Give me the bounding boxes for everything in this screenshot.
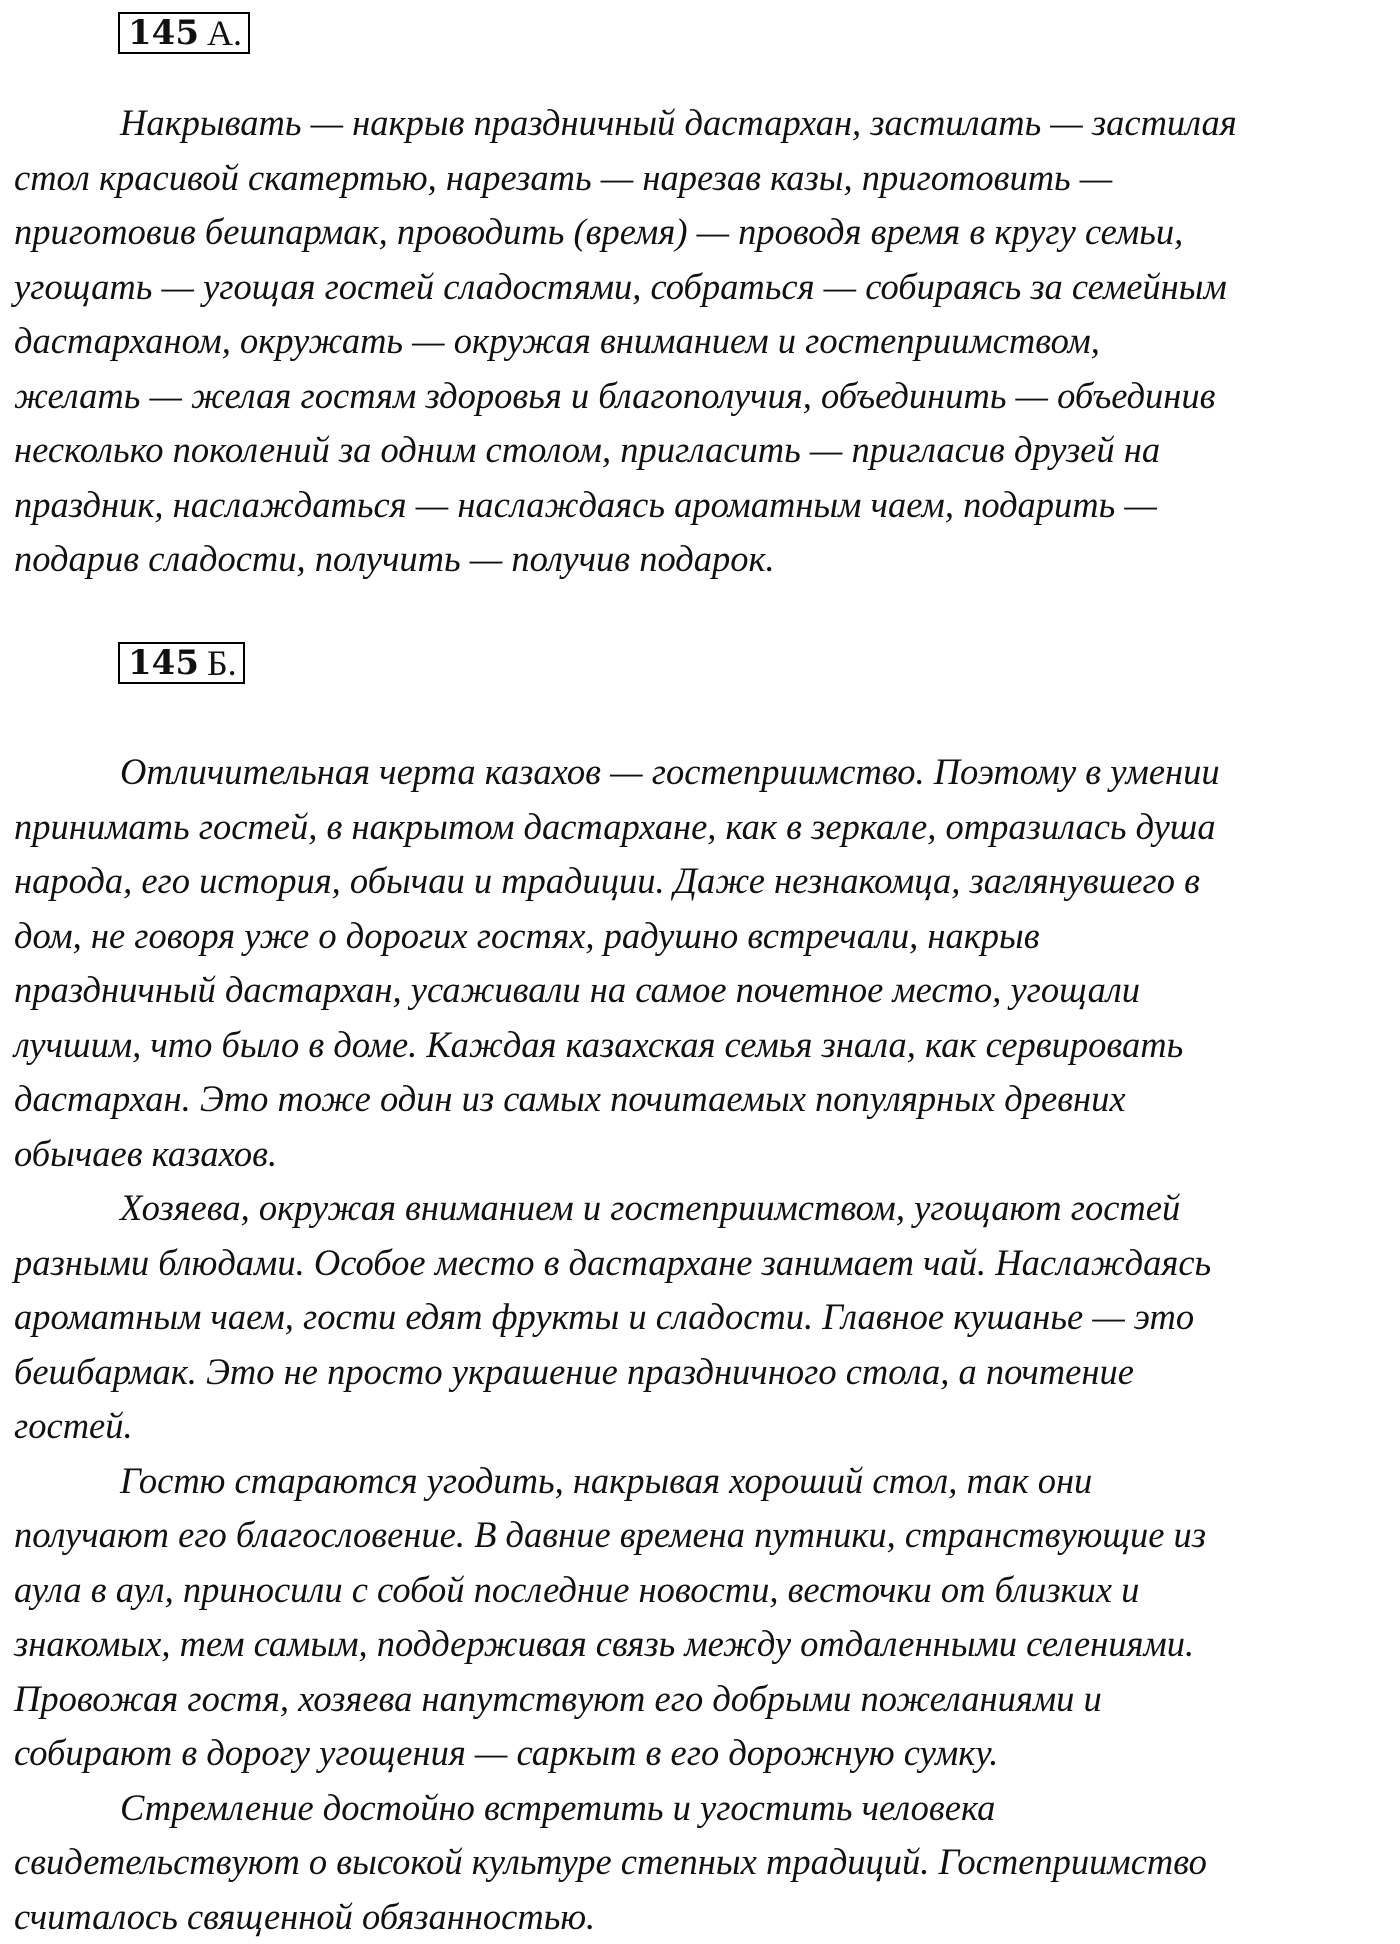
paragraph <box>14 1454 1386 1781</box>
text-line: Накрывать — накрыв праздничный дастархан, застилать — застилая <box>14 96 1386 151</box>
text-line: желать — желая гостям здоровья и благополучия, объединить — объединив <box>14 369 1386 424</box>
text-line: Гостю стараются угодить, накрывая хороший стол, так они <box>14 1454 1386 1509</box>
text-line: свидетельствуют о высокой культуре степных традиций. Гостеприимство <box>14 1835 1386 1890</box>
text-line: подарив сладости, получить — получив подарок. <box>14 532 1386 587</box>
paragraph <box>14 745 1386 1181</box>
text-line: принимать гостей, в накрытом дастархане, как в зеркале, отразилась душа <box>14 800 1386 855</box>
text-line: аула в аул, приносили с собой последние новости, весточки от близких и <box>14 1563 1386 1618</box>
exercise-number-box <box>118 642 245 684</box>
text-line: праздничный дастархан, усаживали на самое почетное место, угощали <box>14 963 1386 1018</box>
text-line: знакомых, тем самым, поддерживая связь между отдаленными селениями. <box>14 1617 1386 1672</box>
exercise-number: 145 <box>128 646 199 680</box>
text-line: праздник, наслаждаться — наслаждаясь ароматным чаем, подарить — <box>14 478 1386 533</box>
text-line: бешбармак. Это не просто украшение праздничного стола, а почтение <box>14 1345 1386 1400</box>
text-line: дом, не говоря уже о дорогих гостях, радушно встречали, накрыв <box>14 909 1386 964</box>
exercise-letter: А. <box>207 15 242 51</box>
paragraph <box>14 96 1386 587</box>
text-line: собирают в дорогу угощения — саркыт в его дорожную сумку. <box>14 1726 1386 1781</box>
paragraph <box>14 1181 1386 1454</box>
text-line: ароматным чаем, гости едят фрукты и сладости. Главное кушанье — это <box>14 1290 1386 1345</box>
text-line: разными блюдами. Особое место в дастархане занимает чай. Наслаждаясь <box>14 1236 1386 1291</box>
exercise-number: 145 <box>128 16 199 50</box>
exercise-label-145b <box>118 640 245 686</box>
text-line: Провожая гостя, хозяева напутствуют его добрыми пожеланиями и <box>14 1672 1386 1727</box>
text-line: обычаев казахов. <box>14 1127 1386 1182</box>
exercise-number-box <box>118 12 250 54</box>
text-line: приготовив бешпармак, проводить (время) — проводя время в кругу семьи, <box>14 205 1386 260</box>
text-line: угощать — угощая гостей сладостями, собраться — собираясь за семейным <box>14 260 1386 315</box>
paragraph <box>14 1781 1386 1944</box>
text-line: считалось священной обязанностью. <box>14 1890 1386 1944</box>
exercise-b-text <box>14 745 1386 1944</box>
text-line: Хозяева, окружая вниманием и гостеприимством, угощают гостей <box>14 1181 1386 1236</box>
text-line: лучшим, что было в доме. Каждая казахская семья знала, как сервировать <box>14 1018 1386 1073</box>
exercise-label-145a <box>118 10 250 56</box>
text-line: гостей. <box>14 1399 1386 1454</box>
text-line: дастархан. Это тоже один из самых почитаемых популярных древних <box>14 1072 1386 1127</box>
text-line: получают его благословение. В давние времена путники, странствующие из <box>14 1508 1386 1563</box>
exercise-letter: Б. <box>207 645 237 681</box>
text-line: несколько поколений за одним столом, пригласить — пригласив друзей на <box>14 423 1386 478</box>
text-line: народа, его история, обычаи и традиции. Даже незнакомца, заглянувшего в <box>14 854 1386 909</box>
exercise-a-text <box>14 96 1386 587</box>
text-line: стол красивой скатертью, нарезать — нарезав казы, приготовить — <box>14 151 1386 206</box>
text-line: Отличительная черта казахов — гостеприимство. Поэтому в умении <box>14 745 1386 800</box>
text-line: дастарханом, окружать — окружая вниманием и гостеприимством, <box>14 314 1386 369</box>
text-line: Стремление достойно встретить и угостить человека <box>14 1781 1386 1836</box>
